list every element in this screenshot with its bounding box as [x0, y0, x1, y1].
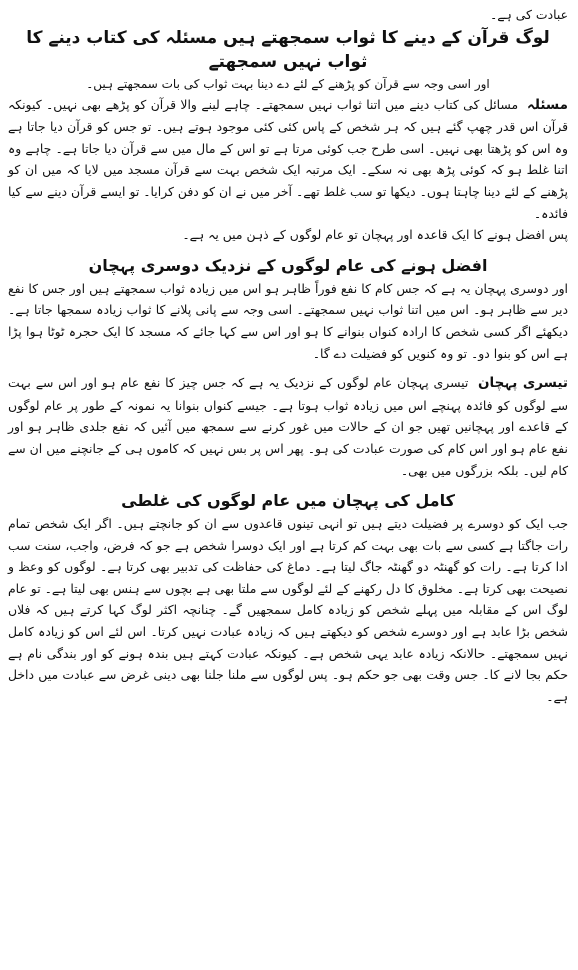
- paragraph-lead-word: مسئلہ: [526, 96, 568, 113]
- opening-line: عبادت کی ہے۔: [490, 7, 568, 22]
- paragraph-third-sign: [8, 372, 568, 481]
- paragraph-text: مسائل کی کتاب دینے میں اتنا ثواب نہیں سمجھتے۔ چاہے لینے والا قرآن کو پڑھے بھی نہیں۔ کیونکہ قرآن اس قدر چھپ گئے ہیں کہ ہر شخص کے پاس کئی کئی موجود ہوتے ہیں۔ تو جس کو قرآن دیا جاتا ہے وہ اس کو پڑھتا بھی نہیں۔ اسی طرح جب کوئی مرتا ہے تو اس کے مال میں سے قرآن دیا جاتا ہے۔ چاہے وہ اتنا غلط ہو کہ کوئی پڑھ بھی نہ سکے۔ ایک مرتبہ ایک شخص بہت سے قرآن مسجد میں لایا کہ میں ان کو پڑھنے کے لئے دینا چاہتا ہوں۔ دیکھا تو سب غلط تھے۔ آخر میں نے ان کو دفن کرایا۔ تو ایسے قرآن دینے سے کیا فائدہ۔: [8, 96, 568, 221]
- section-intro-line: اور اسی وجہ سے قرآن کو پڑھنے کے لئے دے دینا بہت ثواب کی بات سمجھتے ہیں۔: [86, 76, 490, 91]
- paragraph-masala: [8, 94, 568, 225]
- paragraph-second-sign: اور دوسری پہچان یہ ہے کہ جس کام کا نفع فوراً ظاہر ہو اس میں زیادہ ثواب سمجھتے ہیں اور جس کا نفع دیر سے ظاہر ہو۔ اس میں اتنا ثواب نہیں سمجھتے۔ اسی وجہ سے پانی پلانے کا ثواب زیادہ سمجھا جاتا ہے۔ دیکھئے اگر کسی شخص کا ارادہ کنواں بنوانے کا ہو اور اس سے کہا جائے کہ مسجد کا ایک حجرہ ٹوٹا ہوا پڑا ہے اس کو بنوا دو۔ تو وہ کنویں کو فضیلت دے گا۔: [8, 280, 568, 361]
- paragraph-lead-heading: تیسری پہچان: [478, 375, 568, 392]
- section-heading-perfection-error: کامل کی پہچان میں عام لوگوں کی غلطی: [121, 491, 455, 511]
- section-heading-second-sign: افضل ہونے کی عام لوگوں کے نزدیک دوسری پہچان: [88, 255, 488, 275]
- paragraph-closing: پس افضل ہونے کا ایک قاعدہ اور پہچان تو عام لوگوں کے ذہن میں یہ ہے۔: [182, 227, 568, 243]
- paragraph-text: تیسری پہچان عام لوگوں کے نزدیک یہ ہے کہ جس چیز کا نفع عام ہو اور اس سے بہت سے لوگوں کو فائدہ پہنچے اس میں زیادہ ثواب ہوتا ہے۔ جیسے کنواں بنوانا یہ نمونہ کے طور پر عام لوگوں کے قاعدے اور پہچانیں تھیں جو ان کے حالات میں غور کرنے سے سمجھ میں آئیں کہ نفع جلدی ظاہر ہو اور نفع عام ہو اور اس کام کی صورت عبادت کی ہو۔ پھر اس پر بس نہیں کہ کاموں ہی کے جانچنے میں ان سے کام لیں۔ بلکہ بزرگوں میں بھی۔: [8, 375, 568, 478]
- paragraph-perfection-error: جب ایک کو دوسرے پر فضیلت دیتے ہیں تو انہی تینوں قاعدوں سے ان کو جانچتے ہیں۔ اگر ایک شخص تمام رات جاگتا ہے کسی سے بات بھی بہت کم کرتا ہے اور ایک دوسرا شخص ہے جو کہ فرض، واجب، سنت سب ادا کرتا ہے۔ رات کو گھنٹہ دو گھنٹہ جاگ لیتا ہے۔ دماغ کی حفاظت کی تدبیر بھی کرتا ہے۔ لوگوں کو وعظ و نصیحت بھی کرتا ہے۔ مخلوق کا دل رکھنے کے لئے لوگوں سے ملتا بھی ہے بچوں سے ہنس بھی لیتا ہے۔ تو عام لوگ اس کے مقابلہ میں پہلے شخص کو زیادہ کامل سمجھیں گے۔ چنانچہ اکثر لوگ کہا کرتے ہیں کہ فلاں شخص بڑا عابد ہے اور دوسرے شخص کو دیکھتے ہیں کہ زیادہ عبادت نہیں کرتا۔ اس لئے اس کو زیادہ کامل نہیں سمجھتے۔ حالانکہ زیادہ عابد یہی شخص ہے۔ کیونکہ عبادت کہتے ہیں بندہ ہونے کو اور بندگی نام ہے حکم بجا لانے کا۔ جس وقت بھی جو حکم ہو۔ پس لوگوں سے ملنا جلنا بھی دینی غرض سے عبادت میں داخل ہے۔: [8, 516, 568, 704]
- section-heading-quran-reward: لوگ قرآن کے دینے کا ثواب سمجھتے ہیں مسئلہ کی کتاب دینے کا ثواب نہیں سمجھتے: [26, 27, 550, 72]
